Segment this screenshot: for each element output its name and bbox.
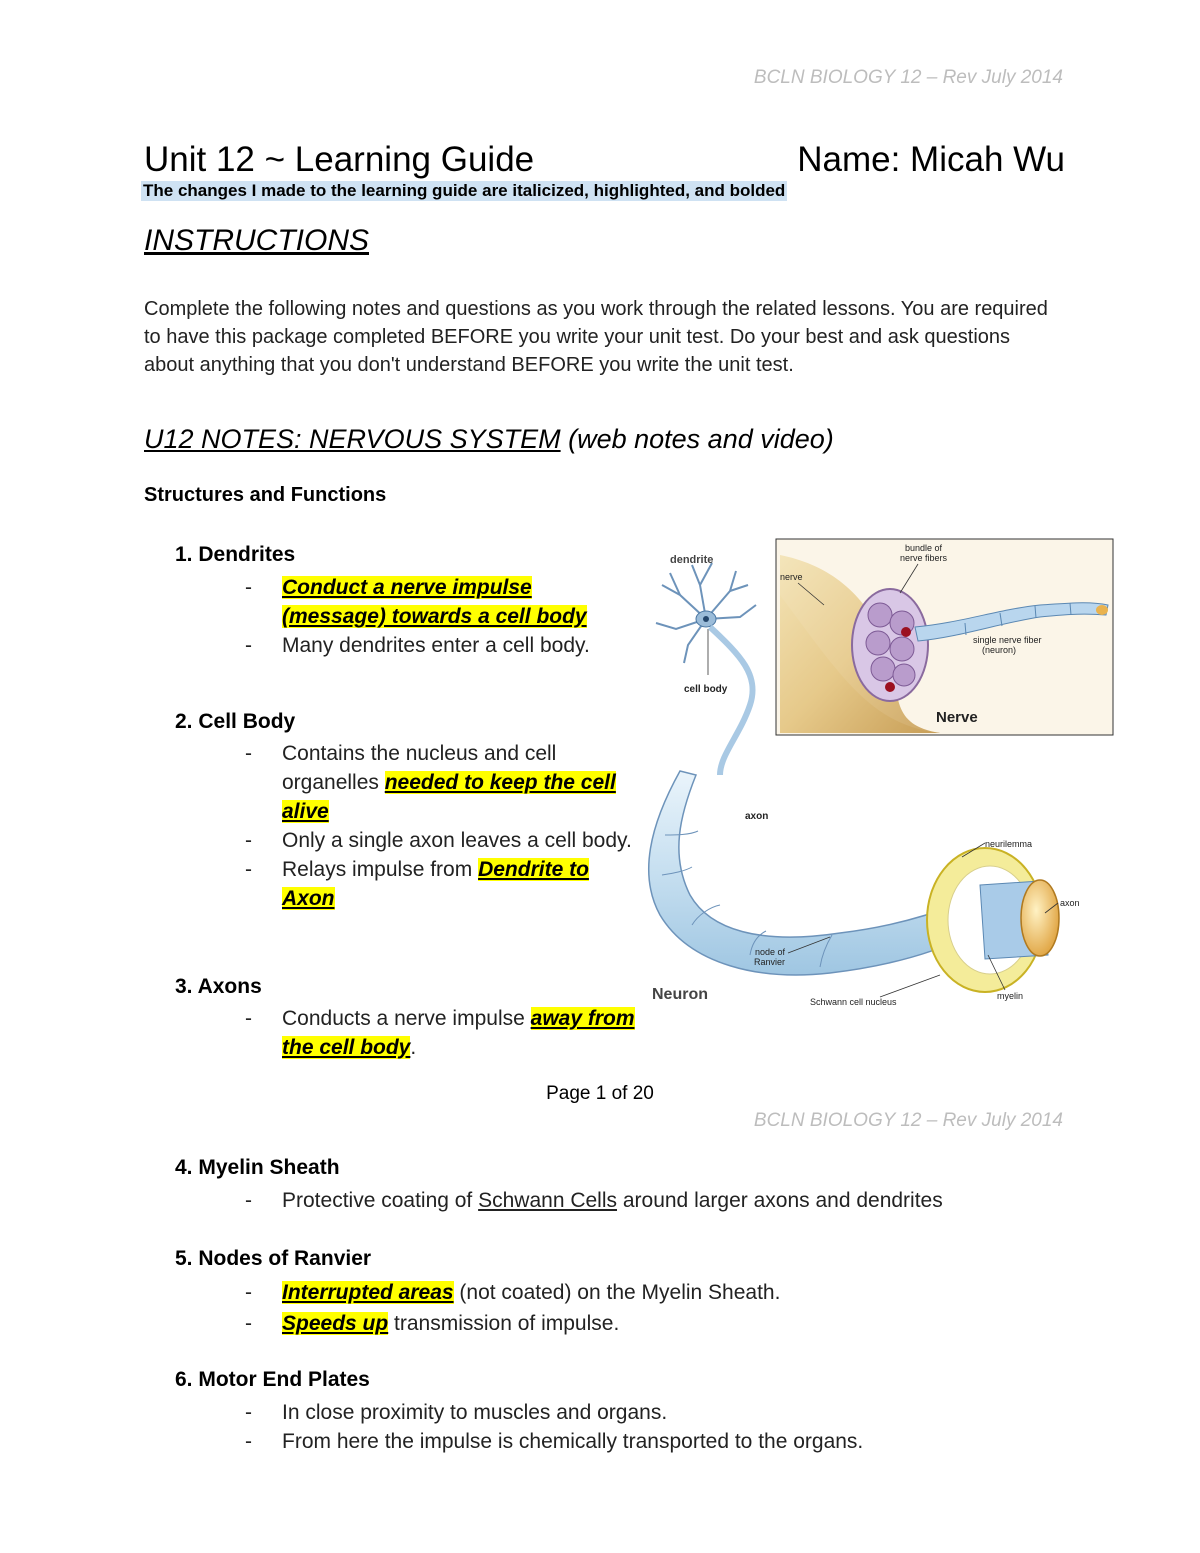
nerve-label: nerve (780, 572, 803, 582)
underlined-text: Schwann Cells (478, 1189, 618, 1212)
running-header-2: BCLN BIOLOGY 12 – Rev July 2014 (753, 1110, 1063, 1131)
list-item (245, 1186, 1095, 1215)
section-cell-body-title: 2. Cell Body (175, 710, 296, 733)
bullet-text: Relays impulse from (282, 858, 479, 881)
neuron-paren-label: (neuron) (982, 645, 1017, 655)
axons-list (245, 1004, 635, 1062)
list-item (245, 826, 635, 855)
neuron-diagram (640, 535, 1115, 1015)
ranvier-label: Ranvier (754, 957, 786, 967)
motor-list (245, 1398, 1095, 1456)
highlight: needed to keep the cell alive (282, 771, 616, 823)
highlight: Conduct a nerve impulse (message) towards a cell body (282, 576, 587, 628)
instructions-heading: INSTRUCTIONS (144, 224, 369, 257)
highlight: Speeds up (282, 1312, 389, 1335)
node-of-label: node of (755, 947, 786, 957)
bullet-text: Protective coating of (282, 1189, 479, 1212)
structures-heading: Structures and Functions (144, 484, 387, 506)
dendrite-label: dendrite (670, 554, 714, 566)
list-item (245, 1427, 1095, 1456)
highlight: Interrupted areas (282, 1281, 454, 1304)
bullet-text: . (410, 1036, 417, 1059)
highlight: Dendrite to Axon (282, 858, 589, 910)
bundle-label-1: bundle of (905, 543, 943, 553)
running-header: BCLN BIOLOGY 12 – Rev July 2014 (753, 67, 1063, 88)
student-name: Name: Micah Wu (797, 140, 1065, 179)
axon-core (1021, 880, 1059, 956)
page-title: Unit 12 ~ Learning Guide (144, 140, 535, 179)
axon-label: axon (745, 811, 769, 822)
instructions-text: Complete the following notes and questions as you work through the related lessons. You are required to have this package completed BEFORE you write your unit test. Do your best and ask questions about anything that you don't understand BEFORE you write the unit test. (144, 298, 1048, 376)
bullet-text: transmission of impulse. (388, 1312, 620, 1335)
neuron-label: Neuron (652, 986, 708, 1003)
section-myelin-title: 4. Myelin Sheath (175, 1156, 340, 1179)
bullet-text: Conducts a nerve impulse (282, 1007, 531, 1030)
list-item (245, 1308, 1095, 1339)
axon-right-label: axon (1060, 898, 1080, 908)
section-motor-title: 6. Motor End Plates (175, 1368, 370, 1391)
cell-body-list (245, 739, 635, 913)
notes-heading (144, 424, 834, 455)
highlight: away from the cell body (282, 1007, 635, 1059)
bullet-text: From here the impulse is chemically transported to the organs. (282, 1430, 864, 1453)
cell-body-label: cell body (684, 684, 728, 695)
notes-heading-suffix: (web notes and video) (560, 424, 834, 454)
myelin-list (245, 1186, 1095, 1215)
notes-heading-title: U12 NOTES: NERVOUS SYSTEM (144, 424, 561, 454)
page-number: Page 1 of 20 (546, 1083, 654, 1104)
list-item (245, 855, 635, 913)
changes-note: The changes I made to the learning guide are italicized, highlighted, and bolded (143, 181, 786, 200)
list-item (245, 739, 635, 826)
bullet-text: Only a single axon leaves a cell body. (282, 829, 632, 852)
neurilemma-label: neurilemma (985, 839, 1033, 849)
nerve-title: Nerve (936, 709, 978, 726)
bullet-text: around larger axons and dendrites (617, 1189, 943, 1212)
list-item (245, 631, 635, 660)
section-axons-title: 3. Axons (175, 975, 262, 998)
section-ranvier-title: 5. Nodes of Ranvier (175, 1247, 372, 1270)
list-item (245, 1277, 1095, 1308)
bullet-text: Many dendrites enter a cell body. (282, 634, 590, 657)
list-item (245, 573, 635, 631)
schwann-nucleus-label: Schwann cell nucleus (810, 997, 897, 1007)
axon-thin (710, 627, 753, 775)
dendrites-list (245, 573, 635, 660)
bullet-text: (not coated) on the Myelin Sheath. (453, 1281, 781, 1304)
myelin-label: myelin (997, 991, 1024, 1001)
ranvier-list (245, 1277, 1095, 1339)
bullet-text: Contains the nucleus and cell organelles (282, 742, 557, 794)
single-fiber-label: single nerve fiber (973, 635, 1042, 645)
list-item (245, 1398, 1095, 1427)
list-item (245, 1004, 635, 1062)
section-dendrites-title: 1. Dendrites (175, 543, 296, 566)
axon-tube (649, 771, 970, 975)
bundle-label-2: nerve fibers (900, 553, 948, 563)
bullet-text: In close proximity to muscles and organs. (282, 1401, 668, 1424)
